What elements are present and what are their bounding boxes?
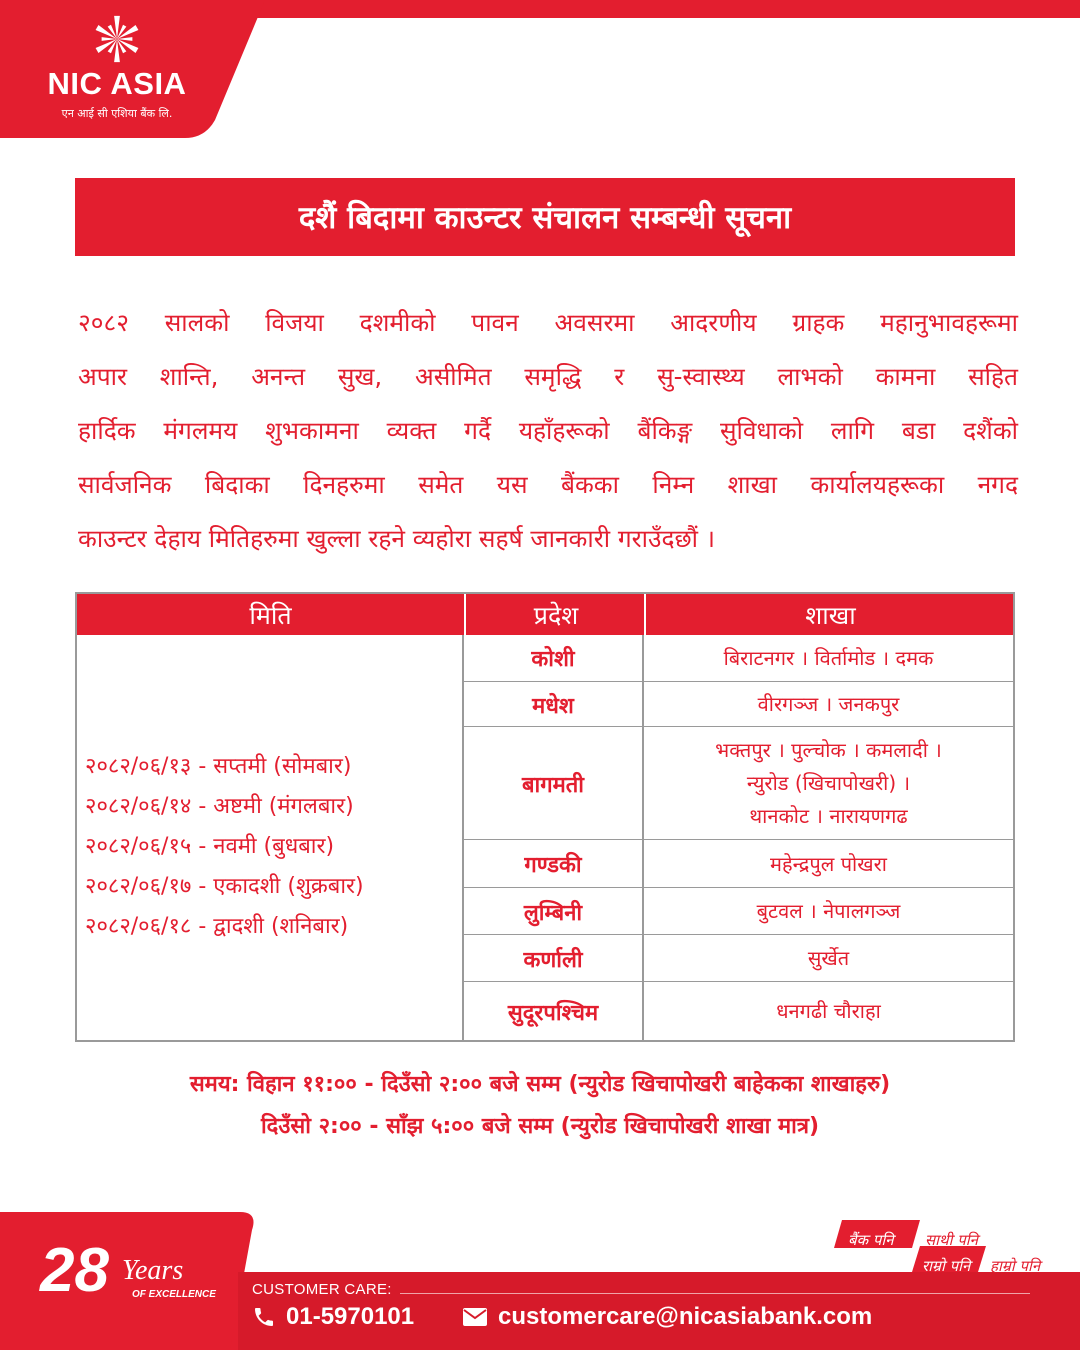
years-word: Years: [122, 1255, 184, 1286]
branch-line: भक्तपुर । पुल्चोक । कमलादी ।: [715, 738, 942, 762]
mail-icon: [462, 1307, 488, 1327]
email-address: customercare@nicasiabank.com: [498, 1303, 873, 1330]
province-cell: मधेश: [464, 682, 644, 727]
branch-line: धनगढी चौराहा: [776, 999, 881, 1023]
paragraph-line: सार्वजनिक बिदाका दिनहरुमा समेत यस बैंकका निम्न शाखा कार्यालयहरूका नगद: [78, 470, 1018, 499]
branch-line: सुर्खेत: [807, 946, 850, 970]
branch-cell: [644, 888, 1013, 935]
paragraph-line: २०८२ सालको विजया दशमीको पावन अवसरमा आदरणीय ग्राहक महानुभावहरूमा: [78, 308, 1018, 337]
header-branch: शाखा: [644, 594, 1015, 635]
slogan-part: राम्रो पनि: [922, 1257, 971, 1275]
date-entry: २०८२/०६/१८ - द्वादशी (शनिबार): [85, 913, 349, 939]
phone-icon: [252, 1305, 276, 1329]
brand-tagline: एन आई सी एशिया बैंक लि.: [61, 107, 173, 120]
nic-asia-logo: [32, 14, 202, 121]
province-cell: गण्डकी: [464, 840, 644, 888]
customer-care-divider: [400, 1293, 1030, 1294]
date-entry: २०८२/०६/१५ - नवमी (बुधबार): [85, 833, 335, 859]
province-cell: कर्णाली: [464, 935, 644, 982]
notice-title-bar: [75, 178, 1015, 256]
branch-cell: [644, 840, 1013, 888]
star-logo-icon: [88, 14, 146, 64]
timing-line-1: समय: विहान ११:०० - दिउँसो २:०० बजे सम्म (न्युरोड खिचापोखरी बाहेकका शाखाहरु): [189, 1072, 891, 1097]
paragraph-line: काउन्टर देहाय मितिहरुमा खुल्ला रहने व्यहोरा सहर्ष जानकारी गराउँदछौं ।: [78, 524, 716, 553]
header-date: मिति: [249, 600, 292, 630]
branch-cell: [644, 982, 1013, 1041]
branch-cell: [644, 682, 1013, 727]
date-entry: २०८२/०६/१३ - सप्तमी (सोमबार): [85, 753, 352, 779]
notice-paragraph: [78, 296, 1018, 566]
table-row: [464, 635, 1013, 681]
years-number: 28: [40, 1236, 109, 1305]
header-province: प्रदेश: [464, 594, 646, 635]
branch-line: बिराटनगर । विर्तामोड । दमक: [723, 645, 934, 670]
province-cell: बागमती: [464, 727, 644, 840]
branch-cell: [644, 935, 1013, 982]
paragraph-line: अपार शान्ति, अनन्त सुख, असीमित समृद्धि र सु-स्वास्थ्य लाभको कामना सहित: [78, 362, 1018, 391]
table-row: [464, 981, 1013, 1041]
table-row: [464, 839, 1013, 888]
customer-care-phone[interactable]: [252, 1303, 414, 1331]
table-header: [77, 594, 1013, 635]
date-list-cell: [77, 635, 464, 1040]
branch-line: वीरगञ्ज । जनकपुर: [757, 692, 900, 716]
brand-name: NIC ASIA: [47, 66, 187, 101]
table-row: [464, 887, 1013, 935]
customer-care-email[interactable]: [462, 1303, 872, 1331]
years-of-excellence-badge: [40, 1235, 230, 1345]
table-row: [464, 934, 1013, 982]
province-cell: लुम्बिनी: [464, 888, 644, 935]
date-entry: २०८२/०६/१७ - एकादशी (शुक्रबार): [85, 873, 364, 899]
branch-line: न्युरोड (खिचापोखरी) ।: [746, 771, 911, 795]
branch-line: थानकोट । नारायणगढ: [749, 804, 908, 828]
slogan-part: हाम्रो पनि: [990, 1257, 1041, 1275]
slogan-part: बैंक पनि: [848, 1231, 894, 1249]
branch-line: महेन्द्रपुल पोखरा: [770, 851, 887, 876]
notice-title: दशैं बिदामा काउन्टर संचालन सम्बन्धी सूचना: [298, 200, 792, 236]
branch-cell: [644, 727, 1013, 840]
table-row: [464, 726, 1013, 840]
province-cell: सुदूरपश्चिम: [464, 982, 644, 1041]
slogan-part: साथी पनि: [925, 1231, 978, 1249]
phone-number: 01-5970101: [286, 1303, 415, 1330]
customer-care-label: CUSTOMER CARE:: [252, 1281, 392, 1298]
branch-schedule-table: [75, 592, 1015, 1042]
paragraph-line: हार्दिक मंगलमय शुभकामना व्यक्त गर्दै यहाँहरूको बैंकिङ्ग सुविधाको लागि बडा दशैंको: [78, 416, 1018, 445]
years-caption: OF EXCELLENCE: [132, 1289, 216, 1300]
timing-line-2: दिउँसो २:०० - साँझ ५:०० बजे सम्म (न्युरोड खिचापोखरी शाखा मात्र): [260, 1114, 820, 1139]
province-cell: कोशी: [464, 635, 644, 681]
table-row: [464, 681, 1013, 727]
branch-line: बुटवल । नेपालगञ्ज: [756, 899, 901, 923]
date-entry: २०८२/०६/१४ - अष्टमी (मंगलबार): [85, 793, 354, 819]
branch-cell: [644, 635, 1013, 681]
